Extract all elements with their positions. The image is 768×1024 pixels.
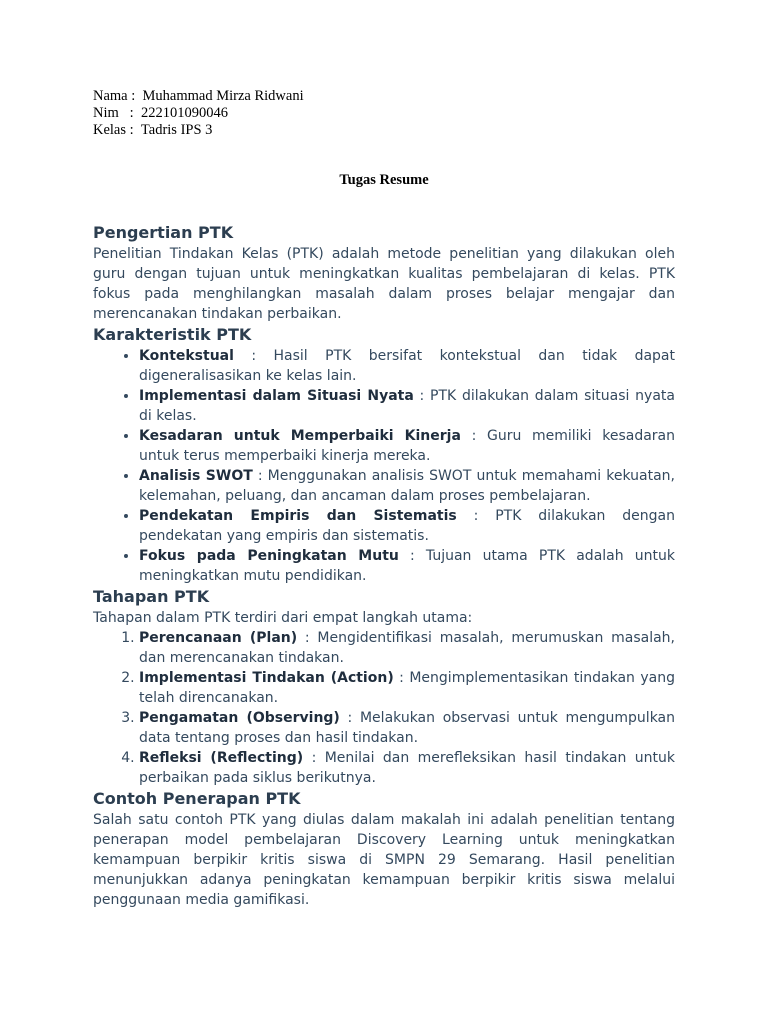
item-desc: : Menggunakan analisis SWOT untuk memahami kekuatan, kelemahan, peluang, dan ancaman dalam proses pembelajaran.: [139, 468, 675, 504]
list-item: [139, 346, 675, 386]
item-term: Kesadaran untuk Memperbaiki Kinerja: [139, 428, 461, 444]
item-term: Perencanaan (Plan): [139, 630, 298, 646]
contoh-text: Salah satu contoh PTK yang diulas dalam makalah ini adalah penelitian tentang penerapan model pembelajaran Discovery Learning untuk meningkatkan kemampuan berpikir kritis siswa di SMPN 29 Semarang. Hasil penelitian menunjukkan adanya peningkatan kemampuan berpikir kritis siswa melalui penggunaan media gamifikasi.: [93, 812, 675, 908]
heading-pengertian: Pengertian PTK: [93, 223, 234, 242]
nama-label: Nama :: [93, 88, 136, 104]
heading-karakteristik: Karakteristik PTK: [93, 325, 252, 344]
list-item: [139, 506, 675, 546]
item-term: Analisis SWOT: [139, 468, 253, 484]
list-item: [139, 748, 675, 788]
item-term: Pengamatan (Observing): [139, 710, 340, 726]
student-identity: [93, 88, 304, 139]
nama-row: [93, 88, 304, 105]
tahapan-list: [93, 628, 675, 788]
item-desc: : Menilai dan merefleksikan hasil tindakan untuk perbaikan pada siklus berikutnya.: [139, 750, 675, 786]
item-desc: : Hasil PTK bersifat kontekstual dan tidak dapat digeneralisasikan ke kelas lain.: [139, 348, 675, 384]
kelas-value: Tadris IPS 3: [140, 122, 213, 138]
kelas-label: Kelas :: [93, 122, 134, 138]
item-desc: : PTK dilakukan dalam situasi nyata di kelas.: [139, 388, 675, 424]
pengertian-text: Penelitian Tindakan Kelas (PTK) adalah metode penelitian yang dilakukan oleh guru dengan tujuan untuk meningkatkan kualitas pembelajaran di kelas. PTK fokus pada menghilangkan masalah dalam proses belajar mengajar dan merencanakan tindakan perbaikan.: [93, 246, 675, 322]
karakteristik-list: [93, 346, 675, 586]
item-desc: : Mengimplementasikan tindakan yang telah direncanakan.: [139, 670, 675, 706]
nim-row: [93, 105, 304, 122]
item-term: Kontekstual: [139, 348, 234, 364]
list-item: [139, 708, 675, 748]
heading-tahapan: Tahapan PTK: [93, 587, 210, 606]
list-item: [139, 546, 675, 586]
item-term: Pendekatan Empiris dan Sistematis: [139, 508, 457, 524]
item-desc: : Guru memiliki kesadaran untuk terus memperbaiki kinerja mereka.: [139, 428, 675, 464]
list-item: [139, 466, 675, 506]
item-desc: : Mengidentifikasi masalah, merumuskan masalah, dan merencanakan tindakan.: [139, 630, 675, 666]
nim-value: 222101090046: [140, 105, 228, 121]
nama-value: Muhammad Mirza Ridwani: [142, 88, 304, 104]
heading-contoh: Contoh Penerapan PTK: [93, 789, 301, 808]
item-desc: : Melakukan observasi untuk mengumpulkan data tentang proses dan hasil tindakan.: [139, 710, 676, 746]
list-item: [139, 628, 675, 668]
item-desc: : Tujuan utama PTK adalah untuk meningkatkan mutu pendidikan.: [139, 548, 675, 584]
document-body: [93, 222, 675, 910]
list-item: [139, 426, 675, 466]
item-term: Fokus pada Peningkatan Mutu: [139, 548, 399, 564]
item-term: Implementasi Tindakan (Action): [139, 670, 394, 686]
document-title: Tugas Resume: [339, 172, 429, 188]
item-term: Refleksi (Reflecting): [139, 750, 304, 766]
nim-label: Nim :: [93, 105, 134, 121]
list-item: [139, 386, 675, 426]
tahapan-intro: Tahapan dalam PTK terdiri dari empat langkah utama:: [93, 610, 473, 626]
item-term: Implementasi dalam Situasi Nyata: [139, 388, 414, 404]
kelas-row: [93, 122, 304, 139]
item-desc: : PTK dilakukan dengan pendekatan yang empiris dan sistematis.: [139, 508, 676, 544]
list-item: [139, 668, 675, 708]
